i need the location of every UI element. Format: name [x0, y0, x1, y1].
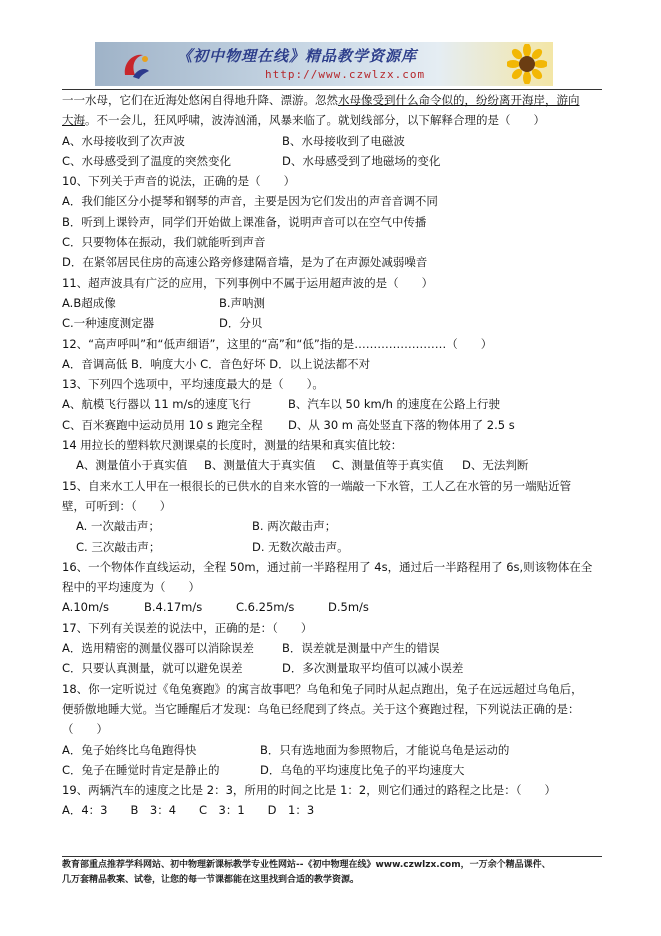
red-curl-logo-icon	[119, 47, 153, 81]
question-15-line1: 15、自来水工人甲在一根很长的已供水的自来水管的一端敲一下水管，工人乙在水管的另一端贴近管	[62, 478, 572, 493]
q18-options-ab	[62, 740, 602, 760]
question-18-line1: 18、你一定听说过《龟兔赛跑》的寓言故事吧？乌龟和兔子同时从起点跑出，兔子在远远超过乌龟后，	[62, 681, 583, 696]
option-a: A.10m/s	[62, 600, 110, 615]
option-d: D.5m/s	[328, 600, 369, 615]
option-a: A、测量值小于真实值	[76, 458, 188, 473]
page-footer	[62, 858, 602, 888]
option-c: C、百米赛跑中运动员用 10 s 跑完全程	[62, 417, 263, 432]
q19-options: A．4：3 B 3：4 C 3：1 D 1：3	[62, 803, 315, 818]
option-a: A．选用精密的测量仪器可以消除误差	[62, 641, 254, 656]
q17-options-ab	[62, 638, 602, 658]
option-c: C、测量值等于真实值	[332, 458, 444, 473]
question-15-line2: 壁，可听到：（ ）	[62, 498, 172, 513]
option-b: B. 两次敲击声；	[252, 519, 337, 534]
option-c: C、水母感受到了温度的突然变化	[62, 153, 232, 168]
question-14: 14 用拉长的塑料软尺测课桌的长度时，测量的结果和真实值比较：	[62, 438, 403, 453]
q14-options	[62, 455, 602, 475]
sunflower-icon	[507, 44, 547, 84]
option-d: D．分贝	[219, 316, 263, 331]
option-c: C．只要物体在振动，我们就能听到声音	[62, 235, 266, 250]
underlined-phrase: 大海	[62, 113, 85, 128]
question-12: 12、“高声呼叫”和“低声细语”，这里的“高”和“低”指的是……………………（ ）	[62, 336, 493, 351]
q9-options-cd	[62, 151, 602, 171]
option-d: D、水母感受到了地磁场的变化	[282, 153, 441, 168]
option-d: D、从 30 m 高处竖直下落的物体用了 2.5 s	[288, 417, 515, 432]
option-a: A、水母接收到了次声波	[62, 133, 185, 148]
question-17: 17、下列有关误差的说法中，正确的是：（ ）	[62, 620, 313, 635]
footer-line-1: 教育部重点推荐学科网站、初中物理新课标教学专业性网站--《初中物理在线》www.czwlzx.com，一万余个精品课件、	[62, 860, 551, 870]
question-10: 10、下列关于声音的说法，正确的是（ ）	[62, 174, 296, 189]
q13-options-ab	[62, 394, 602, 414]
option-b: B．听到上课铃声，同学们开始做上课准备，说明声音可以在空气中传播	[62, 214, 427, 229]
question-18-line3: （ ）	[62, 722, 108, 737]
header-banner	[95, 42, 553, 86]
option-a: A、航模飞行器以 11 m/s的速度飞行	[62, 397, 251, 412]
q9-options-ab	[62, 131, 602, 151]
option-c: C．兔子在睡觉时肯定是静止的	[62, 762, 220, 777]
underlined-phrase: 水母像受到什么命令似的，纷纷离开海岸，游向	[338, 93, 580, 107]
question-16-line2: 程中的平均速度为（ ）	[62, 580, 200, 595]
banner-url[interactable]: http://www.czwlzx.com	[265, 68, 426, 81]
q9-stem-line1: 一一水母，它们在近海处悠闲自得地升降、漂游。忽然水母像受到什么命令似的，纷纷离开海岸，游向	[62, 93, 580, 107]
option-c: C.一种速度测定器	[62, 316, 155, 331]
banner-title: 《初中物理在线》精品教学资源库	[177, 47, 418, 65]
option-b: B、水母接收到了电磁波	[282, 133, 405, 148]
option-b: B、汽车以 50 km/h 的速度在公路上行驶	[288, 397, 501, 412]
option-b: B、测量值大于真实值	[204, 458, 316, 473]
q12-options: A．音调高低 B．响度大小 C．音色好坏 D．以上说法都不对	[62, 356, 371, 371]
option-a: A．兔子始终比乌龟跑得快	[62, 742, 197, 757]
q15-options-ab	[62, 516, 602, 536]
q9-stem-line2: 大海。不一会儿，狂风呼啸，波涛汹涌，风暴来临了。就划线部分，以下解释合理的是（ ）	[62, 113, 545, 128]
option-d: D. 无数次敲击声。	[252, 539, 349, 554]
question-11: 11、超声波具有广泛的应用，下列事例中不属于运用超声波的是（ ）	[62, 275, 434, 290]
option-c: C. 三次敲击声；	[76, 539, 161, 554]
question-13: 13、下列四个选项中，平均速度最大的是（ ）。	[62, 377, 324, 392]
q15-options-cd	[62, 537, 602, 557]
option-b: B.声呐测	[219, 295, 266, 310]
option-d: D．乌龟的平均速度比兔子的平均速度大	[260, 762, 465, 777]
q11-options-ab	[62, 293, 602, 313]
option-d: D．多次测量取平均值可以减小误差	[282, 661, 464, 676]
q18-options-cd	[62, 760, 602, 780]
q17-options-cd	[62, 658, 602, 678]
question-19: 19、两辆汽车的速度之比是 2：3，所用的时间之比是 1：2，则它们通过的路程之比是：（ ）	[62, 783, 556, 798]
question-18-line2: 便骄傲地睡大觉。当它睡醒后才发现：乌龟已经爬到了终点。关于这个赛跑过程，下列说法正确的是：	[62, 701, 580, 716]
option-a: A.B超成像	[62, 295, 116, 310]
option-c: C．只要认真测量，就可以避免误差	[62, 661, 243, 676]
q16-options	[62, 597, 602, 617]
option-b: B．误差就是测量中产生的错误	[282, 641, 440, 656]
question-16-line1: 16、一个物体作直线运动，全程 50m，通过前一半路程用了 4s，通过后一半路程用了 6s,则该物体在全	[62, 559, 593, 574]
option-a: A. 一次敲击声；	[76, 519, 160, 534]
q11-options-cd	[62, 313, 602, 333]
option-c: C.6.25m/s	[236, 600, 295, 615]
option-b: B.4.17m/s	[144, 600, 203, 615]
document-body	[62, 90, 602, 821]
option-d: D．在紧邻居民住房的高速公路旁修建隔音墙，是为了在声源处减弱噪音	[62, 255, 428, 270]
q13-options-cd	[62, 415, 602, 435]
option-b: B．只有选地面为参照物后，才能说乌龟是运动的	[260, 742, 510, 757]
footer-rule	[62, 856, 602, 857]
footer-line-2: 几万套精品教案、试卷，让您的每一节课都能在这里找到合适的教学资源。	[62, 875, 360, 885]
option-d: D、无法判断	[462, 458, 529, 473]
option-a: A．我们能区分小提琴和钢琴的声音，主要是因为它们发出的声音音调不同	[62, 194, 438, 209]
